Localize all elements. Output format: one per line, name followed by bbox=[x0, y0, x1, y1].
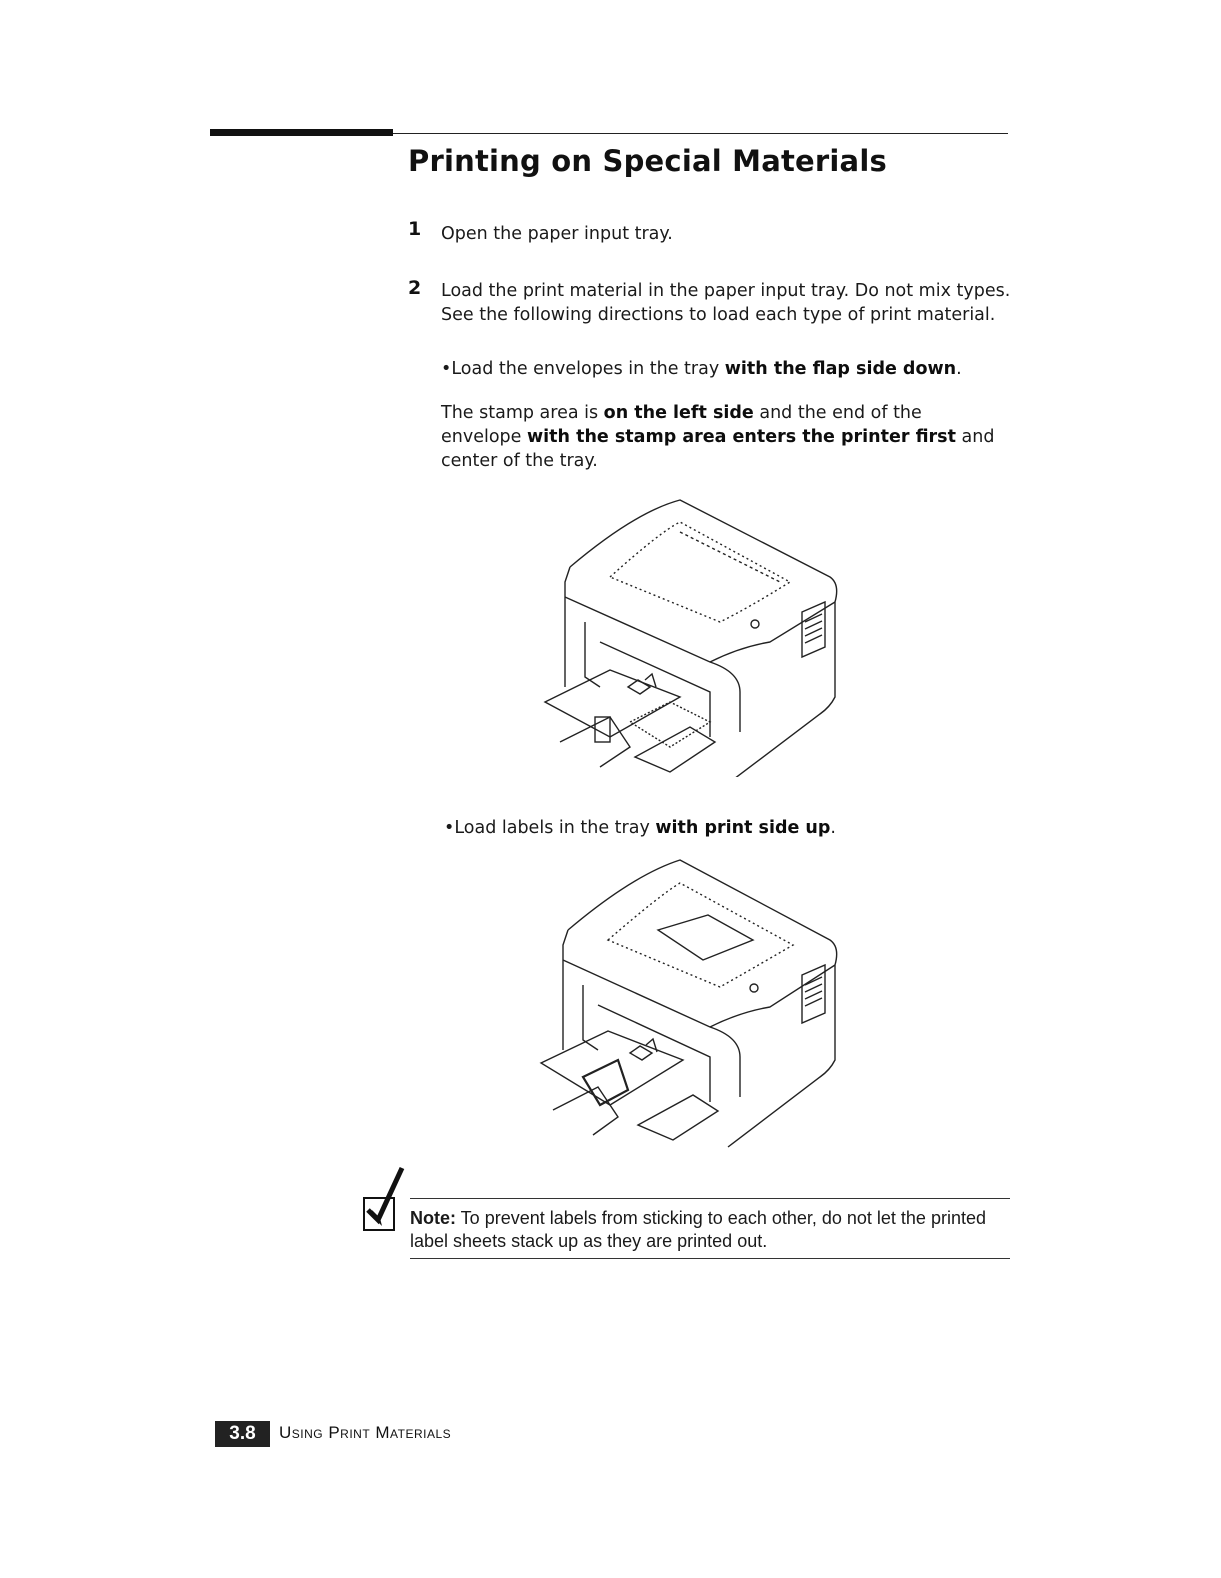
labels-bullet: •Load labels in the tray with print side up. bbox=[444, 818, 836, 838]
printer-envelope-illustration bbox=[540, 492, 840, 777]
note-rule-bottom bbox=[410, 1258, 1010, 1259]
header-rule-thick bbox=[210, 129, 393, 136]
stamp-paragraph: The stamp area is on the left side and the end of the envelope with the stamp area enters the printer first and center of the tray. bbox=[441, 403, 995, 471]
page-number-badge: 3.8 bbox=[215, 1421, 270, 1447]
page-title: Printing on Special Materials bbox=[408, 144, 887, 178]
step-text-1: Open the paper input tray. bbox=[441, 224, 673, 244]
step-text-2: Load the print material in the paper input tray. Do not mix types. See the following directions to load each type of print material. bbox=[441, 281, 1011, 325]
printer-labels-illustration bbox=[538, 855, 840, 1150]
step-number-2: 2 bbox=[408, 277, 422, 299]
footer-section-label: Using Print Materials bbox=[279, 1423, 452, 1442]
envelope-bullet: •Load the envelopes in the tray with the flap side down. bbox=[441, 359, 962, 379]
note-rule-top bbox=[410, 1198, 1010, 1199]
header-rule-thin bbox=[393, 133, 1008, 134]
checkmark-icon bbox=[362, 1166, 408, 1240]
step-number-1: 1 bbox=[408, 218, 422, 240]
note-text: Note: To prevent labels from sticking to each other, do not let the printed label sheets stack up as they are printed out. bbox=[410, 1208, 986, 1251]
